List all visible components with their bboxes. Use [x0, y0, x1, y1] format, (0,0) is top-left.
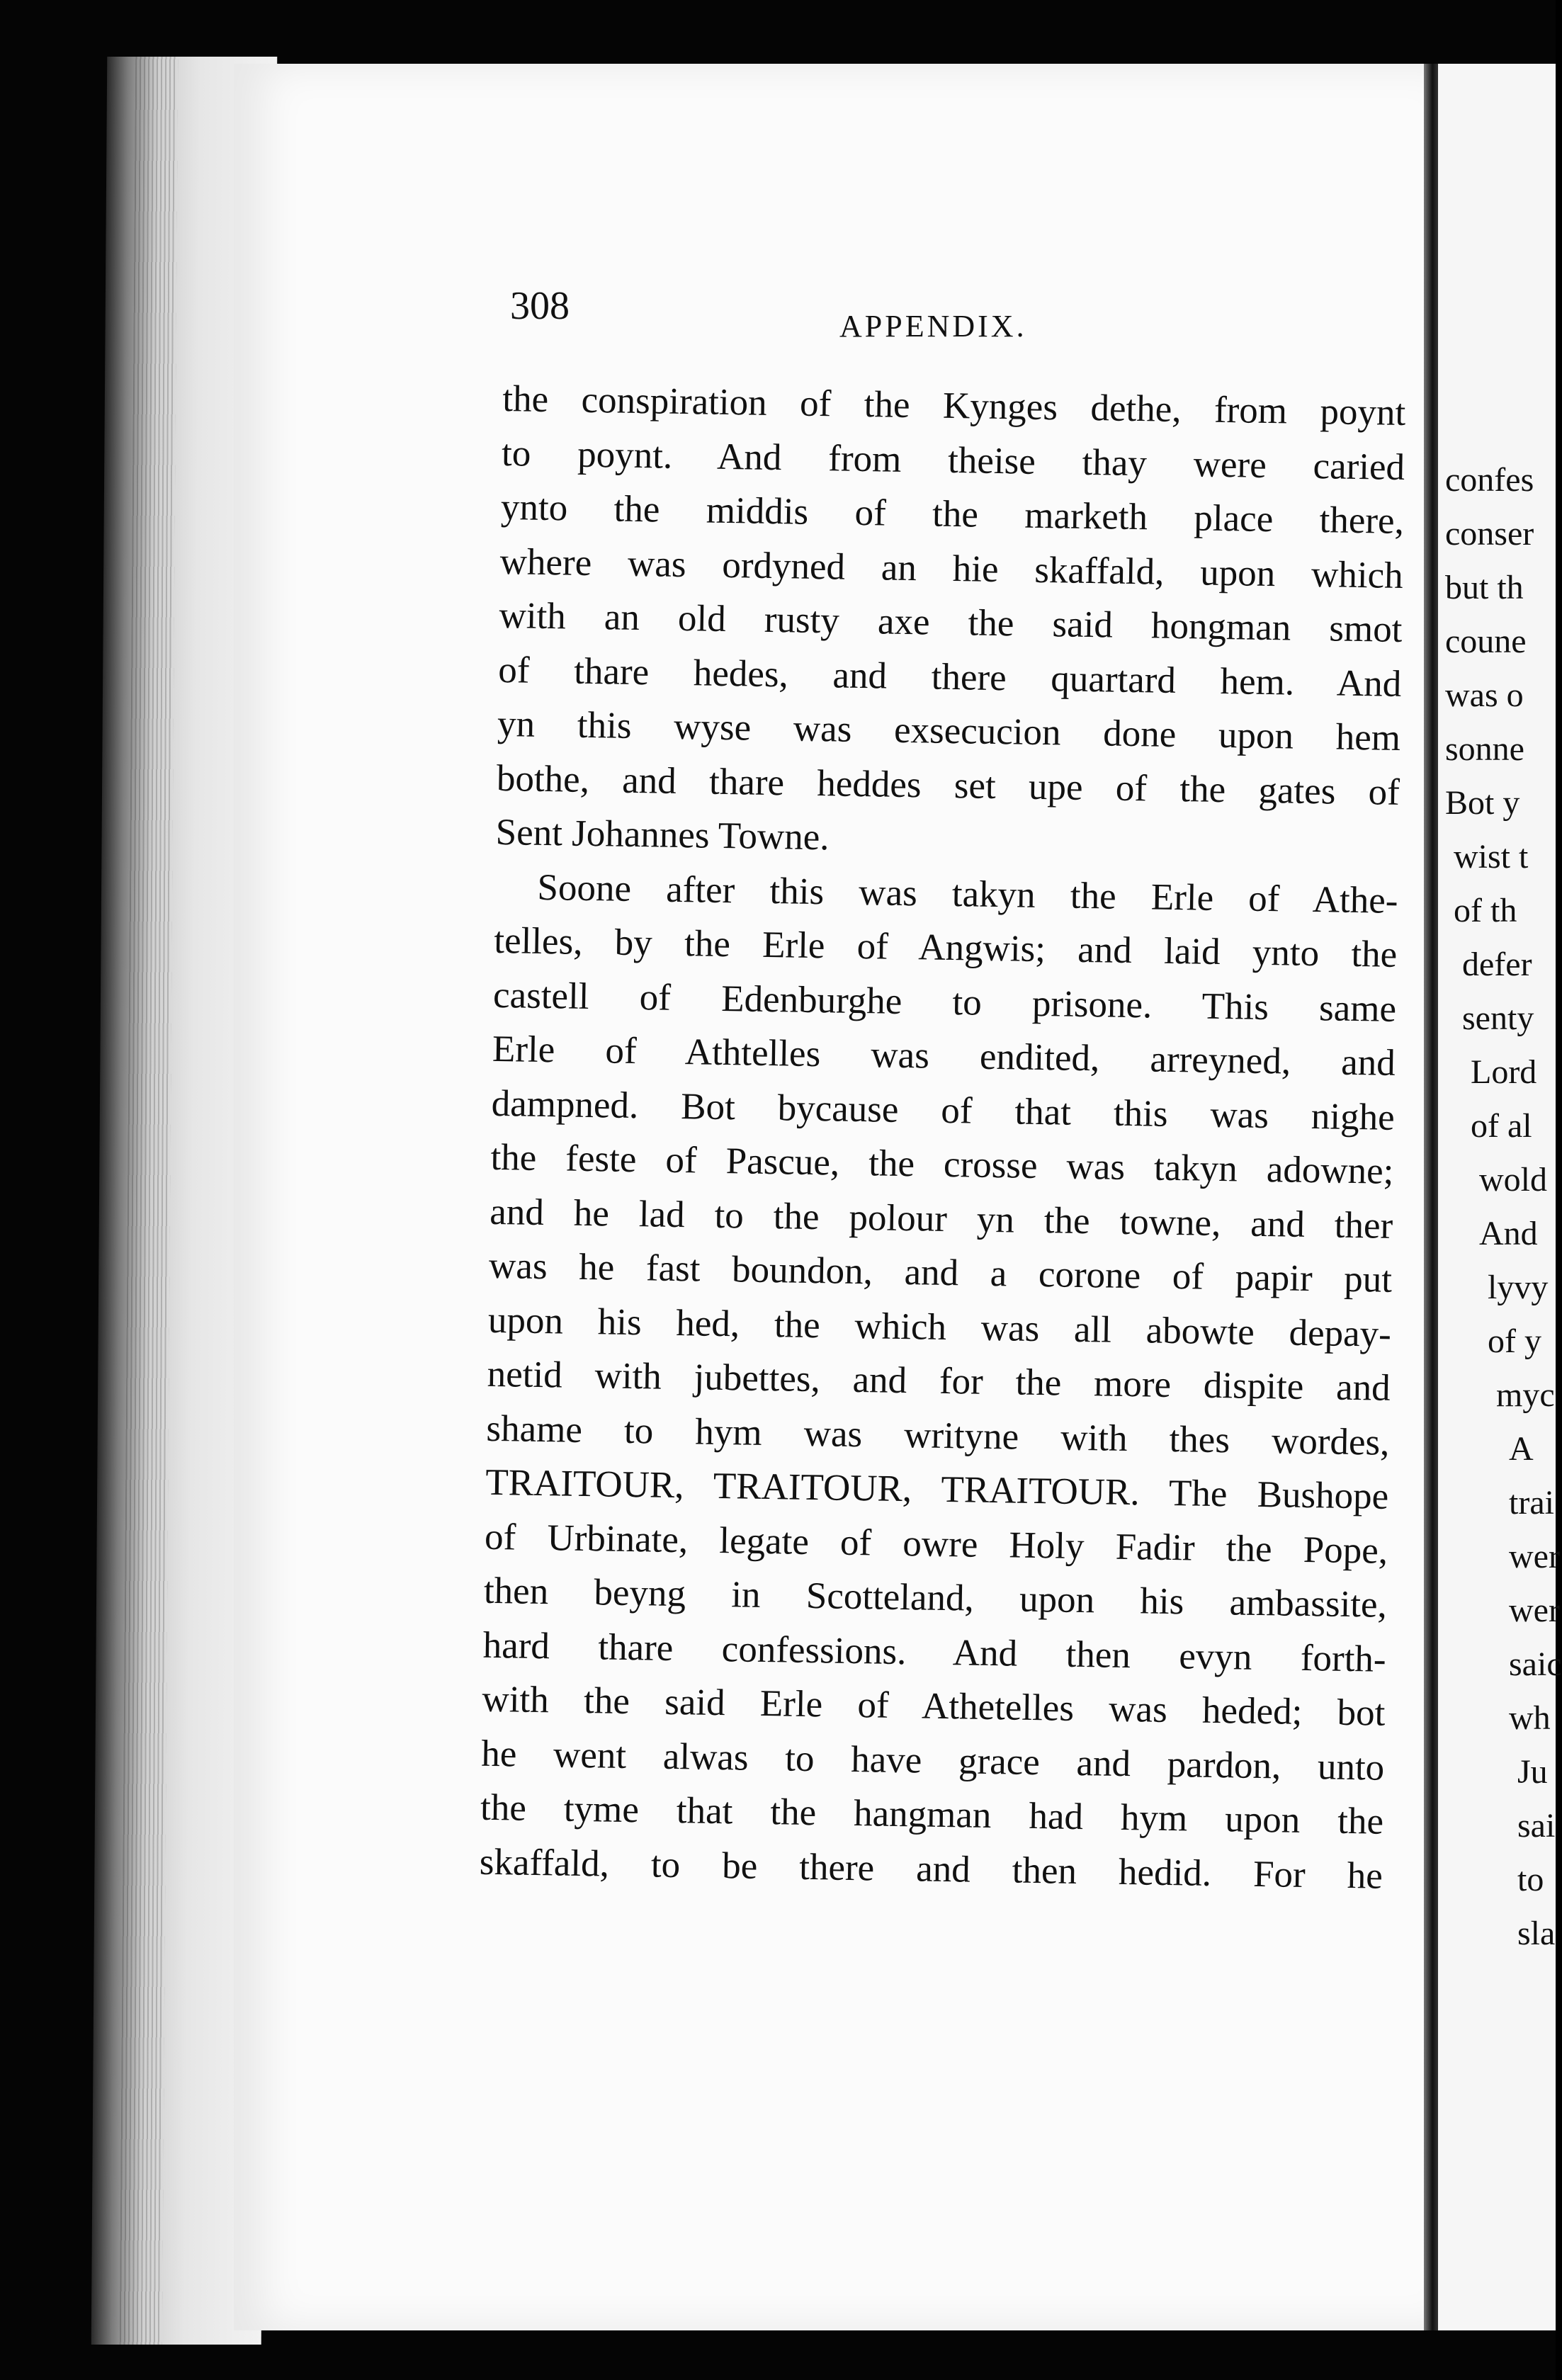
facing-page-line: coune [1445, 623, 1527, 660]
facing-page-line: sla [1517, 1915, 1556, 1952]
facing-page-line: lyvy [1488, 1269, 1549, 1306]
facing-page-line: saic [1509, 1645, 1562, 1683]
facing-page-line: Bot y [1445, 784, 1520, 822]
facing-page-line: sai [1517, 1807, 1556, 1844]
text-line: TRAITOUR, TRAITOUR, TRAITOUR. The Bushope [485, 1461, 1389, 1517]
text-line: shame to hym was writyne with thes wordes, [486, 1407, 1390, 1463]
text-line: skaffald, to be there and then hedid. For he [479, 1841, 1383, 1897]
facing-page-line: wold [1479, 1161, 1547, 1198]
facing-page-line: senty [1462, 999, 1534, 1037]
text-line: with an old rusty axe the said hongman smot [499, 594, 1403, 650]
text-line: the feste of Pascue, the crosse was takyn adowne; [490, 1136, 1394, 1192]
facing-page-line: And [1479, 1215, 1538, 1252]
facing-page-line: of y [1488, 1322, 1541, 1360]
text-line: the conspiration of the Kynges dethe, from poynt [502, 378, 1406, 434]
facing-page-line: but th [1445, 569, 1524, 606]
text-line: ynto the middis of the marketh place there, [500, 486, 1405, 542]
facing-page-line: Ju [1517, 1753, 1548, 1791]
facing-page-line: confes [1445, 461, 1534, 499]
text-line: Sent Johannes Towne. [495, 811, 830, 858]
text-line: where was ordyned an hie skaffald, upon which [499, 540, 1404, 596]
text-line: Erle of Athtelles was endited, arreyned, and [492, 1028, 1396, 1084]
facing-page-line: sonne [1445, 730, 1524, 768]
running-head: APPENDIX. [839, 309, 1027, 344]
facing-page-line: trai [1509, 1484, 1554, 1522]
text-line: Soone after this was takyn the Erle of Athe- [537, 866, 1398, 922]
facing-page-line: was o [1445, 676, 1524, 714]
text-line: netid with jubettes, and for the more dispite and [487, 1353, 1391, 1409]
text-line: to poynt. And from theise thay were caried [501, 432, 1405, 488]
facing-page-fragment [1438, 64, 1562, 2330]
body-text [479, 372, 1405, 1903]
text-line: dampned. Bot bycause of that this was nighe [491, 1082, 1396, 1138]
text-line: he went alwas to have grace and pardon, unto [480, 1733, 1385, 1789]
facing-page-line: wh [1509, 1699, 1551, 1737]
page-number: 308 [510, 284, 570, 328]
facing-page-line: to [1517, 1861, 1544, 1898]
text-line: upon his hed, the which was all abowte depay- [487, 1299, 1392, 1355]
book-gutter [1424, 64, 1438, 2330]
text-line: of thare hedes, and there quartard hem. And [497, 649, 1402, 705]
text-line: was he fast boundon, and a corone of papir put [488, 1245, 1393, 1300]
facing-page-line: Lord [1471, 1053, 1537, 1091]
text-line: and he lad to the polour yn the towne, and ther [489, 1191, 1393, 1247]
text-line: then beyng in Scotteland, upon his ambassite, [483, 1570, 1388, 1626]
page-header [510, 283, 1417, 344]
facing-page-line: conser [1445, 515, 1534, 552]
text-line: yn this wyse was exsecucion done upon hem [497, 703, 1401, 759]
text-line: the tyme that the hangman had hym upon the [480, 1786, 1384, 1842]
facing-page-line: wer [1509, 1538, 1560, 1575]
facing-page-line: myc [1496, 1376, 1555, 1414]
text-line: with the said Erle of Athetelles was heded; bot [482, 1678, 1386, 1734]
facing-page-line: wist t [1454, 838, 1529, 876]
text-line: telles, by the Erle of Angwis; and laid ynto the [493, 919, 1398, 975]
text-line: hard thare confessions. And then evyn forth- [482, 1624, 1387, 1680]
facing-page-line: defer [1462, 946, 1532, 983]
text-line: castell of Edenburghe to prisone. This same [492, 974, 1397, 1030]
facing-page-line: of al [1471, 1107, 1532, 1145]
facing-page-line: A [1509, 1430, 1534, 1468]
facing-page-line: wer [1509, 1592, 1560, 1629]
text-line: bothe, and thare heddes set upe of the gates of [496, 757, 1400, 813]
text-line: of Urbinate, legate of owre Holy Fadir the Pope, [484, 1516, 1388, 1572]
facing-page-line: of th [1454, 892, 1517, 929]
